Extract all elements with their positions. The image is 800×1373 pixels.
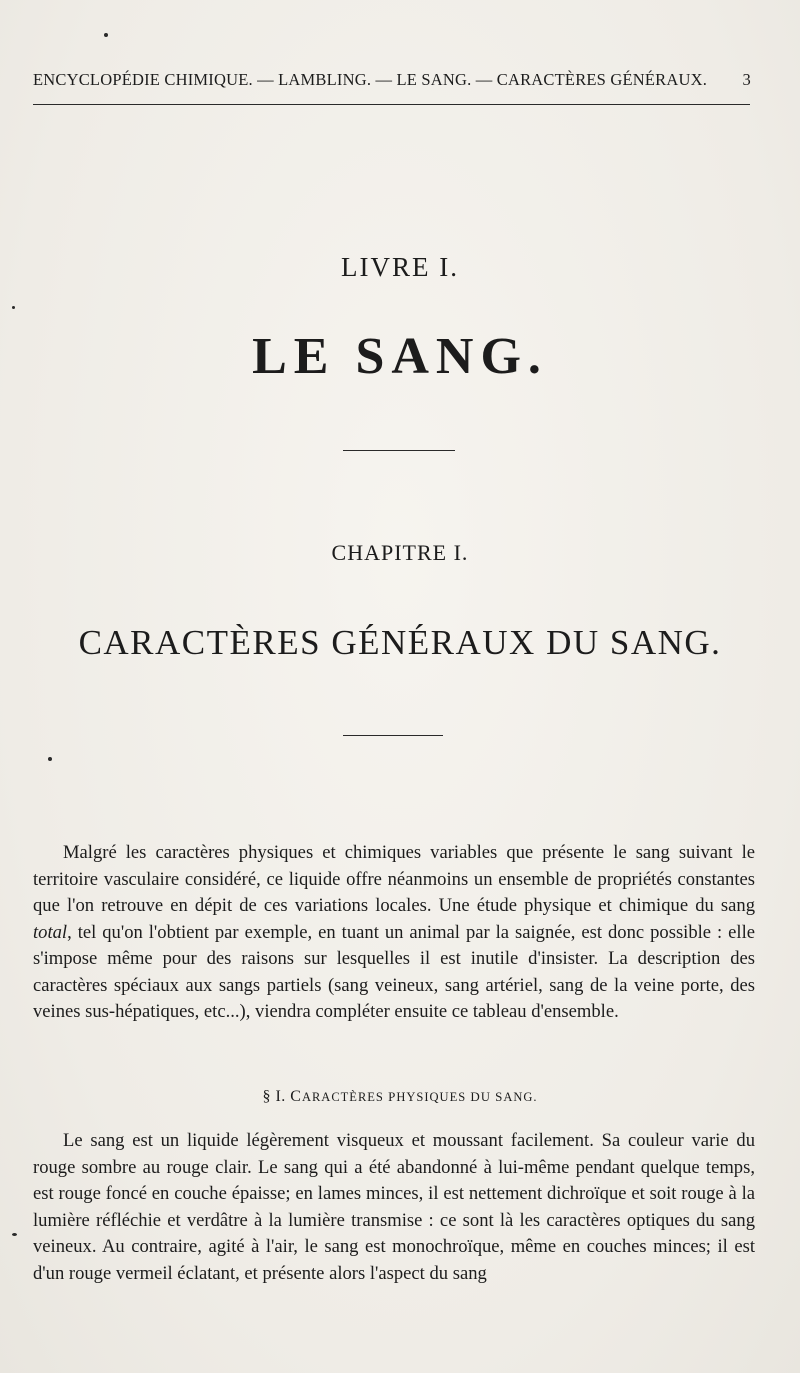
section-heading <box>0 1088 800 1106</box>
physical-properties-paragraph <box>33 1128 755 1287</box>
ink-speck <box>12 306 15 309</box>
running-head-title: ENCYCLOPÉDIE CHIMIQUE. — LAMBLING. — LE SANG. — CARACTÈRES GÉNÉRAUX. <box>33 70 708 89</box>
book-label: LIVRE I. <box>341 252 459 282</box>
chapter-divider <box>343 735 443 736</box>
section-number: § I. <box>262 1088 286 1105</box>
chapter-label: CHAPITRE I. <box>331 540 469 565</box>
ink-speck <box>12 1233 17 1236</box>
intro-paragraph <box>33 840 755 1026</box>
page-number: 3 <box>742 70 751 89</box>
ink-speck <box>104 33 108 37</box>
ink-speck <box>48 757 52 761</box>
chapter-title: CARACTÈRES GÉNÉRAUX DU SANG. <box>78 623 722 662</box>
intro-italic-word: total <box>33 921 68 943</box>
physical-properties-text: Le sang est un liquide légèrement visqueux et moussant facilement. Sa couleur varie du rouge sombre au rouge clair. Le sang qui a été abandonné à lui-même pendant quelque temps, est rouge foncé en couche épaisse; en lames minces, il est nettement dichroïque et soit rouge à la lumière réfléchie et verdâtre à la lumière transmise : ce sont là les caractères optiques du sang veineux. Au contraire, agité à l'air, le sang est monochroïque, même en couches minces; il est d'un rouge vermeil éclatant, et présente alors l'aspect du sang <box>33 1130 755 1284</box>
section-divider <box>343 450 455 451</box>
header-rule <box>33 104 750 105</box>
section-heading-title: CARACTÈRES PHYSIQUES DU SANG. <box>290 1088 538 1105</box>
book-title: LE SANG. <box>252 328 548 385</box>
intro-text-start: Malgré les caractères physiques et chimiques variables que présente le sang suivant le territoire vasculaire considéré, ce liquide offre néanmoins un ensemble de propriétés constantes que l'on retrouve en dépit de ces variations locales. Une étude physique et chimique du sang <box>33 842 755 916</box>
intro-text-end: , tel qu'on l'obtient par exemple, en tuant un animal par la saignée, est donc possible : elle s'impose même pour des raisons sur lesquelles il est inutile d'insister. La description des caractères spéciaux aux sangs partiels (sang veineux, sang artériel, sang de la veine porte, des veines sus-hépatiques, etc...), viendra compléter ensuite ce tableau d'ensemble. <box>33 921 755 1022</box>
